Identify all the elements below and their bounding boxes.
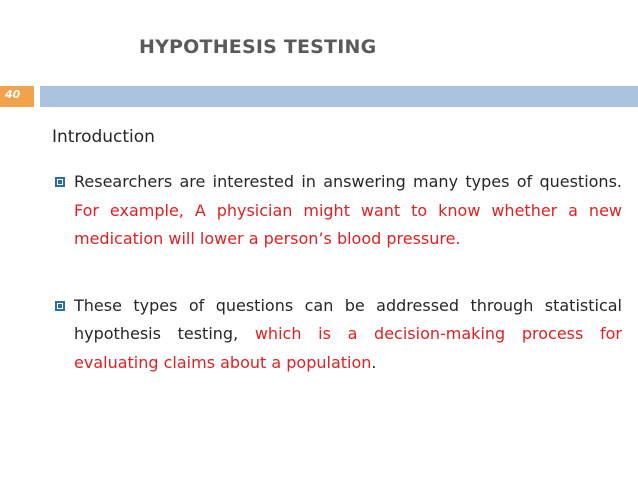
page-number: 40 <box>5 88 21 101</box>
header-bar <box>40 86 638 107</box>
page-number-box <box>0 86 34 107</box>
square-bullet-icon <box>55 177 65 187</box>
bullet-emphasis-text: For example, A physician might want to know whether a new medication will lower a person’s blood pressure. <box>74 200 622 248</box>
bullet-emphasis-text: which is a decision-making process for evaluating claims about a population <box>74 324 623 372</box>
bullet-item <box>52 292 622 378</box>
slide-content <box>52 126 622 415</box>
bullet-text: Researchers are interested in answering many types of questions. <box>74 172 622 191</box>
slide-title: HYPOTHESIS TESTING <box>139 36 377 58</box>
square-bullet-icon <box>55 301 65 311</box>
bullet-item <box>52 168 622 254</box>
bullet-text: These types of questions can be addressed through statistical hypothesis testing, <box>74 295 622 343</box>
intro-heading: Introduction <box>52 127 155 147</box>
bullet-text-end: . <box>371 352 377 372</box>
